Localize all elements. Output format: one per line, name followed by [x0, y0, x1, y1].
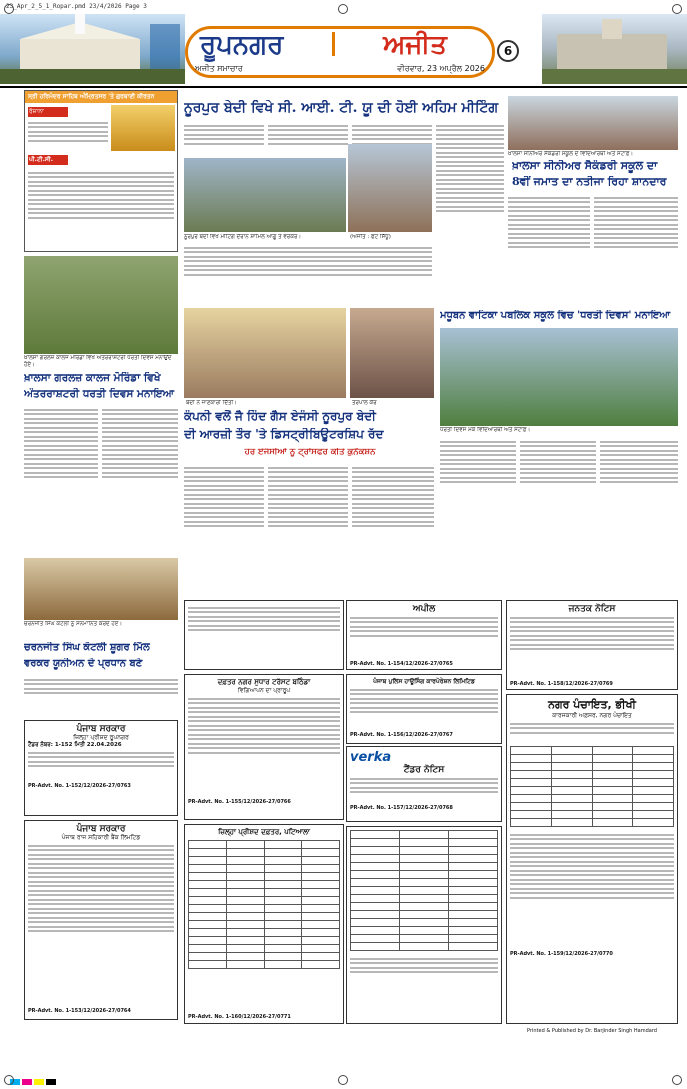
gas-column-3: [352, 464, 434, 596]
gas-column-2: [268, 464, 348, 596]
world-earth-photo: [440, 328, 678, 426]
punjab-govt-1-title: ਪੰਜਾਬ ਸਰਕਾਰ: [76, 724, 126, 734]
advert-notice-small: [184, 600, 344, 670]
punjab-govt-2-footer: PR-Advt. No. 1-153/12/2026-27/0764: [28, 1008, 131, 1014]
earth-day-column-2: [102, 406, 178, 554]
earth-day-column-1: [24, 406, 98, 554]
world-earth-column-1: [440, 438, 516, 536]
police-title: ਪੰਜਾਬ ਪੁਲਿਸ ਹਾਊਸਿੰਗ ਕਾਰਪੋਰੇਸ਼ਨ ਲਿਮਿਟਿਡ: [373, 678, 475, 685]
gas-subhead: ਹੋਰ ਏਜੰਸੀਆਂ ਨੂੰ ਟ੍ਰਾਂਸਫਰ ਕੀਤੇ ਕੁਨੈਕਸ਼ਨ: [244, 448, 376, 457]
world-earth-column-2: [520, 438, 596, 536]
advert-public-notice: [506, 600, 678, 690]
gas-photo: [184, 308, 346, 398]
lead-photo-1: [184, 158, 346, 232]
world-earth-headline: ਮਧੂਬਨ ਵਾਟਿਕਾ ਪਬਲਿਕ ਸਕੂਲ ਵਿਚ 'ਧਰਤੀ ਦਿਵਸ' ਮਨਾਇਆ: [440, 310, 671, 321]
water-supply-footer: PR-Advt. No. 1-155/12/2026-27/0766: [188, 799, 291, 805]
portrait-caption: ਤਰਪਾਲ ਕੌਰ: [352, 400, 377, 406]
union-headline-2: ਵਰਕਰ ਯੂਨੀਅਨ ਦੇ ਪ੍ਰਧਾਨ ਬਣੇ: [24, 658, 143, 669]
sidebar-schedule: [28, 169, 174, 249]
appeal-footer: PR-Advt. No. 1-154/12/2026-27/0765: [350, 661, 453, 667]
masthead-subtitle: ਅਜੀਤ ਸਮਾਚਾਰ: [195, 64, 243, 73]
tender-table: [350, 830, 498, 951]
gas-headline-2: ਦੀ ਆਰਜ਼ੀ ਤੌਰ 'ਤੇ ਡਿਸਟ੍ਰੀਬਿਊਟਰਸ਼ਿਪ ਰੱਦ: [184, 428, 384, 441]
lead-caption: ਨੂਰਪੁਰ ਬੇਦੀ ਵਿਖੇ ਮੀਟਿੰਗ ਦੌਰਾਨ ਸ਼ਾਮਿਲ ਆਗੂ ਤੇ ਵਰਕਰ।: [184, 234, 302, 240]
masthead-title-left: ਰੂਪਨਗਰ: [200, 30, 284, 60]
print-line: Printed & Published by Dr. Barjinder Singh Hamdard: [527, 1028, 657, 1034]
nagar-panchayat-title: ਨਗਰ ਪੰਚਾਇਤ, ਭੀਖੀ: [548, 698, 636, 711]
school-headline-2: 8ਵੀਂ ਜਮਾਤ ਦਾ ਨਤੀਜਾ ਰਿਹਾ ਸ਼ਾਨਦਾਰ: [512, 176, 667, 188]
union-caption: ਚਰਨਜੀਤ ਸਿੰਘ ਕੋਟਲੀ ਨੂੰ ਸਨਮਾਨਿਤ ਕਰਦੇ ਹੋਏ।: [24, 621, 123, 627]
registration-mark: [4, 1075, 14, 1085]
advert-police: [346, 674, 502, 744]
verka-logo: verka: [350, 750, 392, 765]
union-photo: [24, 558, 178, 620]
lead-credit: (ਅਜੀਤ : ਫੋਟੋ ਸਿੱਧੂ): [350, 234, 391, 240]
water-supply-title: ਦਫ਼ਤਰ ਨਗਰ ਸੁਧਾਰ ਟਰੱਸਟ ਬਠਿੰਡਾ: [217, 678, 311, 686]
water-supply-sub: ਵਿਗਿਆਪਨ ਦਾ ਪ੍ਰਾਰੂਪ: [237, 687, 291, 694]
verka-footer: PR-Advt. No. 1-157/12/2026-27/0768: [350, 805, 453, 811]
school-caption: ਖ਼ਾਲਸਾ ਸੀਨੀਅਰ ਸੈਕੰਡਰੀ ਸਕੂਲ ਦੇ ਵਿਦਿਆਰਥੀ ਅਤੇ ਸਟਾਫ਼।: [508, 151, 634, 157]
world-earth-column-3: [600, 438, 678, 536]
zila-parishad-footer: PR-Advt. No. 1-160/12/2026-27/0771: [188, 1014, 291, 1020]
gas-headline-1: ਕੰਪਨੀ ਵਲੋਂ ਜੈ ਹਿੰਦ ਗੈਸ ਏਜੰਸੀ ਨੂਰਪੁਰ ਬੇਦੀ: [184, 410, 376, 423]
page-marker: 23_Apr_2_5_1_Ropar.pmd 23/4/2026 Page 3: [6, 3, 147, 10]
advert-punjab-govt-1: [24, 720, 178, 816]
lead-body: [184, 244, 432, 304]
cmyk-swatch-yellow: [34, 1079, 44, 1085]
masthead-date: ਵੀਰਵਾਰ, 23 ਅਪ੍ਰੈਲ 2026: [397, 64, 485, 73]
punjab-govt-2-sub: ਪੰਜਾਬ ਰਾਜ ਸਹਿਕਾਰੀ ਬੈਂਕ ਲਿਮਟਿਡ: [61, 834, 141, 841]
registration-mark: [4, 4, 14, 14]
verka-title: ਟੈਂਡਰ ਨੋਟਿਸ: [403, 765, 445, 775]
gas-caption: ਬੇਦੀ ਨੇ ਜਾਣਕਾਰੀ ਦਿੱਤੀ।: [186, 400, 237, 406]
lead-headline: ਨੂਰਪੁਰ ਬੇਦੀ ਵਿਖੇ ਸੀ. ਆਈ. ਟੀ. ਯੂ ਦੀ ਹੋਈ ਅਹਿਮ ਮੀਟਿੰਗ: [184, 100, 499, 116]
sidebar-heading: ਸ੍ਰੀ ਹਰਿਮੰਦਰ ਸਾਹਿਬ ਅੰਮ੍ਰਿਤਸਰ 'ਤੇ ਗੁਰਬਾਣੀ ਕੀਰਤਨ: [25, 91, 177, 103]
nagar-panchayat-sub: ਕਾਰਜਕਾਰੀ ਅਫ਼ਸਰ, ਨਗਰ ਪੰਚਾਇਤ: [552, 712, 632, 719]
advert-tender-table: [346, 826, 502, 1024]
nagar-panchayat-footer: PR-Advt. No. 1-159/12/2026-27/0770: [510, 951, 613, 957]
punjab-govt-1-footer: PR-Advt. No. 1-152/12/2026-27/0763: [28, 783, 131, 789]
earth-day-headline-1: ਖ਼ਾਲਸਾ ਗਰਲਜ਼ ਕਾਲਜ ਮੋਰਿੰਡਾ ਵਿਖੇ: [24, 372, 161, 384]
public-notice-title: ਜਨਤਕ ਨੋਟਿਸ: [568, 604, 616, 614]
masthead-rule: [0, 86, 687, 88]
police-footer: PR-Advt. No. 1-156/12/2026-27/0767: [350, 732, 453, 738]
punjab-govt-2-title: ਪੰਜਾਬ ਸਰਕਾਰ: [76, 824, 126, 834]
registration-mark: [672, 1075, 682, 1085]
advert-appeal: [346, 600, 502, 670]
world-earth-caption: ਧਰਤੀ ਦਿਵਸ ਮੌਕੇ ਵਿਦਿਆਰਥੀ ਅਤੇ ਸਟਾਫ਼।: [440, 427, 531, 433]
school-headline-1: ਖ਼ਾਲਸਾ ਸੀਨੀਅਰ ਸੈਕੰਡਰੀ ਸਕੂਲ ਦਾ: [512, 160, 658, 172]
lead-column-2: [268, 122, 348, 162]
appeal-title: ਅਪੀਲ: [412, 604, 436, 614]
registration-mark: [338, 4, 348, 14]
advert-zila-parishad: [184, 824, 344, 1024]
sidebar-channel: ਪੀ.ਟੀ.ਸੀ.: [28, 155, 68, 165]
lead-photo-2: [348, 144, 432, 232]
earth-day-caption: ਖ਼ਾਲਸਾ ਗਰਲਜ਼ ਕਾਲਜ ਮੋਰਿੰਡਾ ਵਿਖੇ ਅੰਤਰਰਾਸ਼ਟਰੀ ਧਰਤੀ ਦਿਵਸ ਮਨਾਉਂਦੇ ਹੋਏ।: [24, 355, 172, 368]
sidebar-time-label: ਰੋਜ਼ਾਨਾ: [28, 107, 68, 117]
portrait-photo: [350, 308, 434, 398]
union-headline-1: ਚਰਨਜੀਤ ਸਿੰਘ ਕੋਟਲੀ ਸ਼ੂਗਰ ਮਿੱਲ: [24, 642, 150, 653]
school-photo: [508, 96, 678, 150]
page-number: 6: [497, 40, 519, 62]
school-column-1: [508, 194, 590, 304]
advert-water-supply: [184, 674, 344, 820]
nagar-panchayat-table: [510, 746, 674, 827]
cmyk-swatch-magenta: [22, 1079, 32, 1085]
zila-parishad-table: [188, 840, 340, 969]
masthead-datebar: [195, 64, 485, 76]
earth-day-photo: [24, 256, 178, 354]
earth-day-headline-2: ਅੰਤਰਰਾਸ਼ਟਰੀ ਧਰਤੀ ਦਿਵਸ ਮਨਾਇਆ: [24, 388, 175, 400]
gas-column-1: [184, 464, 264, 596]
advert-nagar-panchayat: [506, 694, 678, 1024]
advert-punjab-govt-2: [24, 820, 178, 1020]
masthead-title-right: ਅਜੀਤ: [383, 30, 447, 60]
registration-mark: [338, 1075, 348, 1085]
school-column-2: [594, 194, 678, 304]
sidebar-text: [28, 119, 108, 153]
union-body: [24, 676, 178, 716]
masthead-photo-left: [0, 14, 185, 84]
cmyk-swatch-black: [46, 1079, 56, 1085]
zila-parishad-title: ਜ਼ਿਲ੍ਹਾ ਪ੍ਰੀਸ਼ਦ ਦਫ਼ਤਰ, ਪਟਿਆਲਾ: [218, 828, 310, 836]
punjab-govt-1-sub: ਜ਼ਿਲ੍ਹਾ ਪ੍ਰੀਸ਼ਦ ਰੂਪਨਗਰ: [73, 734, 129, 741]
public-notice-footer: PR-Advt. No. 1-158/12/2026-27/0769: [510, 681, 613, 687]
advert-verka: [346, 746, 502, 822]
golden-temple-photo: [111, 105, 175, 151]
masthead-divider: [332, 32, 344, 56]
punjab-govt-1-ref: ਟੈਂਡਰ ਨੰਬਰ: 1-152 ਮਿਤੀ 22.04.2026: [28, 742, 122, 748]
sidebar-box: [24, 90, 178, 252]
masthead-photo-right: [542, 14, 687, 84]
lead-column-4: [436, 122, 504, 304]
registration-mark: [672, 4, 682, 14]
lead-column-1: [184, 122, 264, 162]
